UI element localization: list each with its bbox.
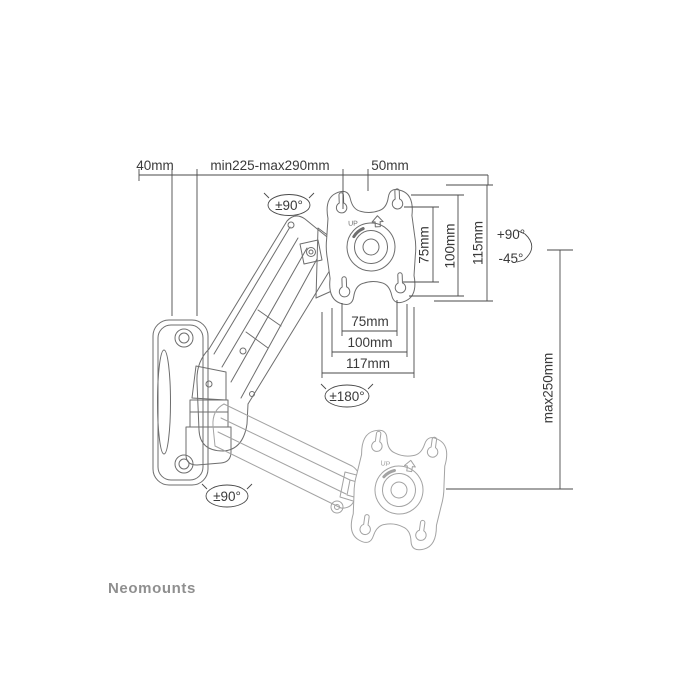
dim-vesa-horizontal-100: 100mm [347, 335, 393, 350]
dim-vesa-vertical-100: 100mm [442, 223, 458, 269]
dim-plate-width: 117mm [345, 356, 391, 371]
screw-hole-top [175, 329, 193, 347]
dim-head-offset: 50mm [371, 158, 409, 173]
dim-wall-offset: 40mm [136, 158, 174, 173]
label-rotation: ±180° [329, 389, 365, 404]
screw-hole-top-inner [179, 333, 189, 343]
dim-vesa-horizontal-75: 75mm [351, 314, 389, 329]
label-swivel-lower: ±90° [213, 489, 241, 504]
label-tilt-up: +90° [496, 227, 526, 242]
dim-reach-range: min225-max290mm [210, 158, 330, 173]
dim-vesa-vertical-75: 75mm [416, 226, 432, 264]
label-tilt-down: -45° [498, 251, 524, 266]
wall-plate-inner-line [158, 325, 203, 480]
vesa-plate-raised [324, 188, 417, 305]
gas-spring-arm-raised [197, 216, 337, 451]
label-swivel-upper: ±90° [275, 198, 303, 213]
dim-height-adjustment: max250mm [540, 352, 556, 424]
wall-plate-slot [158, 350, 171, 454]
brand-logo: Neomounts [108, 580, 196, 597]
wall-plate [153, 320, 208, 485]
dim-plate-height: 115mm [470, 220, 486, 266]
vesa-plate-lowered [347, 427, 451, 552]
